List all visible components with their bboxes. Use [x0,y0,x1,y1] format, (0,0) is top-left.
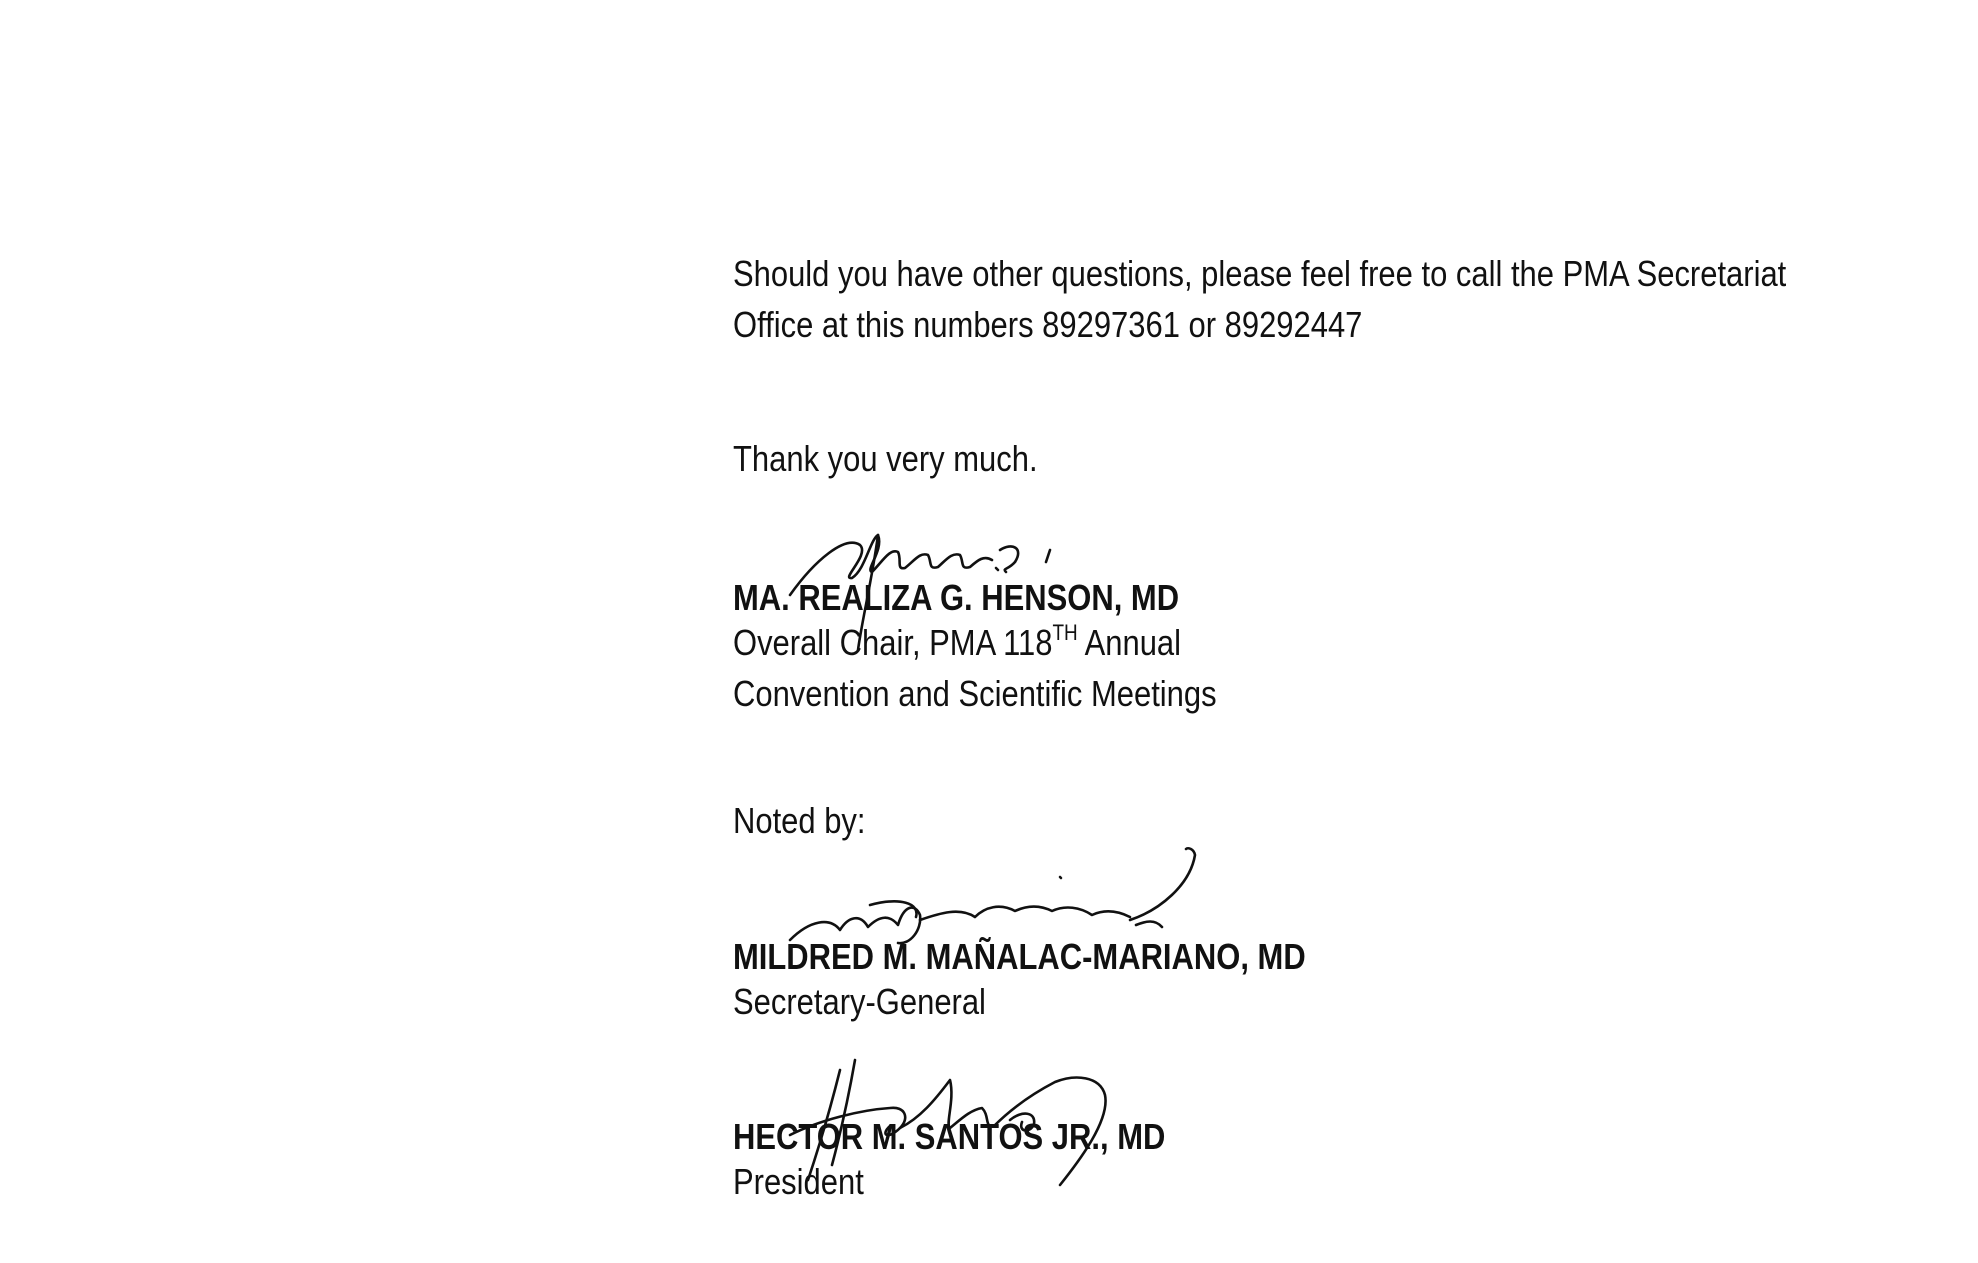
closing-paragraph-line-2: Office at this numbers 89297361 or 89292447 [733,304,1363,345]
signatory-1-title-superscript: TH [1052,620,1078,645]
closing-paragraph-line-1: Should you have other questions, please feel free to call the PMA Secretariat [733,253,1787,294]
signatory-2-title: Secretary-General [733,981,986,1022]
thanks-line: Thank you very much. [733,438,1038,479]
signatory-3-title: President [733,1161,864,1202]
signatory-1-title-line-2: Convention and Scientific Meetings [733,673,1217,714]
noted-by-label: Noted by: [733,800,866,841]
closing-paragraph [733,248,1786,350]
signatory-1-title-suffix: Annual [1077,622,1182,663]
signatory-1-title-prefix: Overall Chair, PMA 118 [733,622,1053,663]
signatory-3-name: HECTOR M. SANTOS JR., MD [733,1116,1166,1157]
signatory-2-name: MILDRED M. MAÑALAC-MARIANO, MD [733,936,1306,977]
signatory-1-name: MA. REALIZA G. HENSON, MD [733,577,1180,618]
signatory-1-title [733,617,1217,719]
